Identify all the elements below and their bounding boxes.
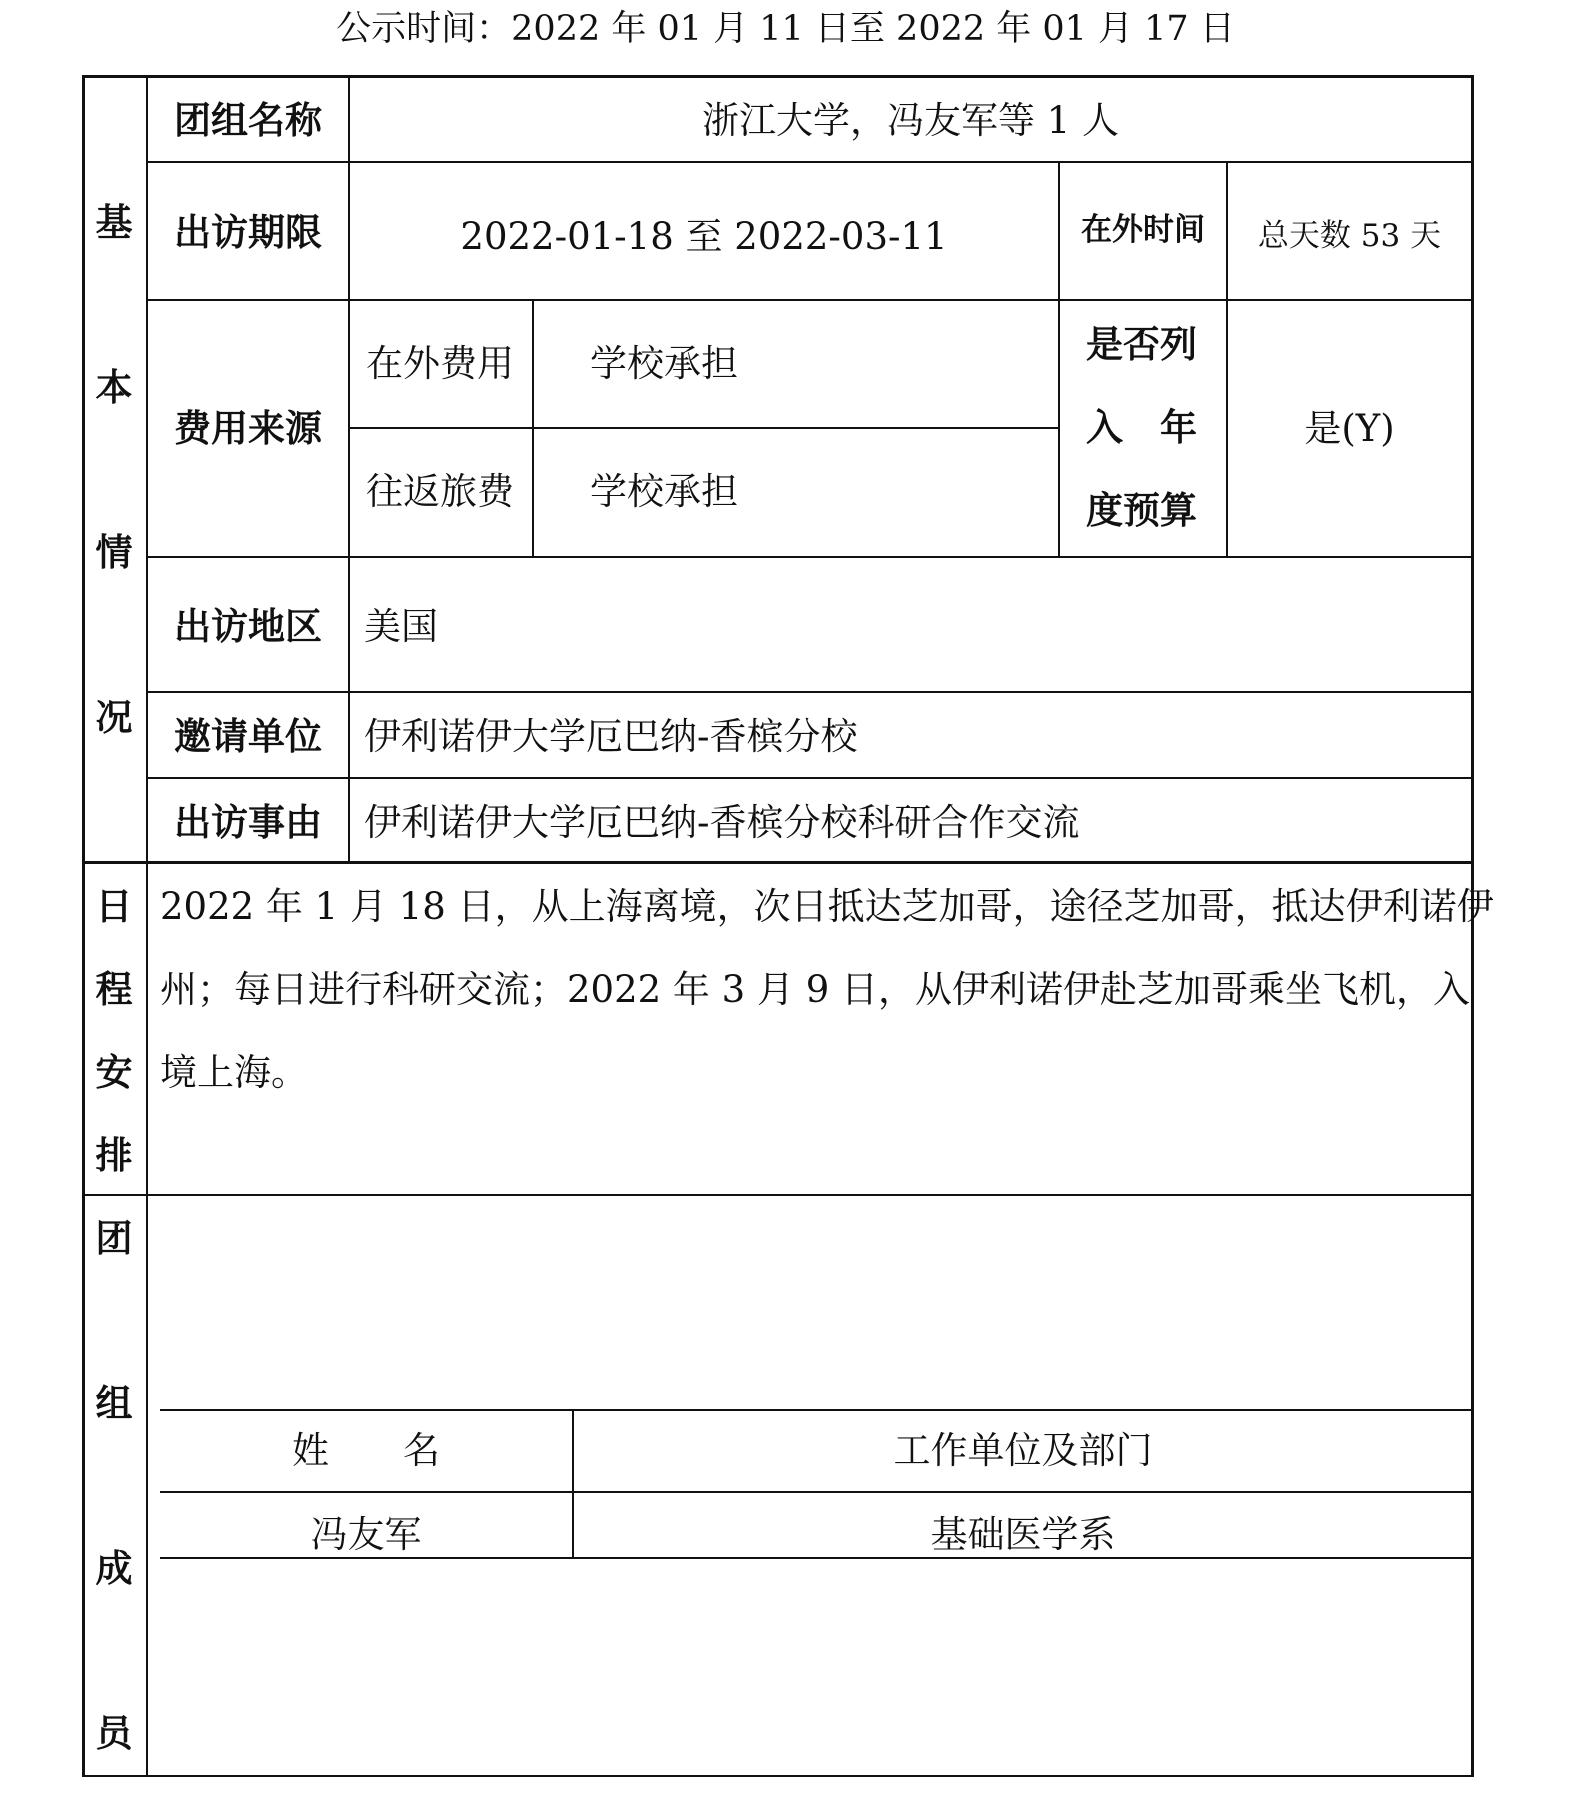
section-char: 安: [95, 1051, 133, 1094]
section-char: 况: [95, 696, 133, 739]
travel-cost-label: 往返旅费: [366, 470, 514, 513]
time-abroad-value: 总天数 53 天: [1257, 218, 1442, 254]
members-table-top: [160, 1409, 1472, 1411]
row-divider-2: [146, 299, 1474, 301]
time-abroad-label: 在外时间: [1081, 212, 1205, 248]
section-char: 本: [95, 366, 133, 409]
schedule-line: 州；每日进行科研交流；2022 年 3 月 9 日，从伊利诺伊赴芝加哥乘坐飞机，入: [160, 968, 1471, 1011]
row-divider-4: [146, 691, 1474, 693]
section-char: 基: [95, 201, 133, 244]
section-char: 程: [95, 968, 133, 1011]
budget-label-line: 是否列: [1086, 323, 1197, 366]
row-divider-3: [146, 556, 1474, 558]
table-border-left: [82, 75, 85, 1777]
abroad-cost-label: 在外费用: [366, 342, 514, 385]
inviter-value: 伊利诺伊大学厄巴纳-香槟分校: [364, 715, 858, 758]
funding-label: 费用来源: [174, 407, 322, 450]
members-section-divider: [82, 1194, 1474, 1196]
table-border-top: [82, 75, 1474, 78]
schedule-section-divider: [82, 861, 1474, 864]
schedule-line: 2022 年 1 月 18 日，从上海离境，次日抵达芝加哥，途径芝加哥，抵达伊利诺伊: [160, 885, 1494, 928]
section-char: 情: [95, 531, 133, 574]
abroad-cost-value: 学校承担: [590, 342, 738, 385]
section-char: 成: [95, 1547, 133, 1590]
section-char: 排: [95, 1134, 133, 1177]
travel-cost-value: 学校承担: [590, 470, 738, 513]
schedule-line: 境上海。: [160, 1051, 308, 1094]
members-dept-header: 工作单位及部门: [893, 1429, 1153, 1472]
region-label: 出访地区: [174, 605, 322, 648]
members-header-divider: [160, 1491, 1472, 1493]
visit-period-value: 2022-01-18 至 2022-03-11: [460, 215, 948, 258]
visit-period-label: 出访期限: [174, 211, 322, 254]
label-column-divider: [348, 75, 350, 863]
row-divider-5: [146, 777, 1474, 779]
region-value: 美国: [364, 605, 438, 648]
budget-value: 是(Y): [1304, 407, 1395, 450]
members-row-divider: [160, 1557, 1472, 1559]
purpose-label: 出访事由: [174, 801, 322, 844]
member-dept: 基础医学系: [930, 1513, 1116, 1556]
section-char: 日: [95, 885, 133, 928]
section-char: 团: [95, 1217, 133, 1260]
inviter-label: 邀请单位: [174, 715, 322, 758]
members-name-header: 姓 名: [292, 1429, 440, 1472]
budget-label-line: 入 年: [1086, 406, 1197, 449]
section-char: 员: [95, 1712, 133, 1755]
publish-time: 公示时间：2022 年 01 月 11 日至 2022 年 01 月 17 日: [336, 9, 1235, 49]
section-label-divider: [146, 75, 148, 1777]
group-name-label: 团组名称: [174, 99, 322, 142]
budget-label-line: 度预算: [1086, 489, 1197, 532]
table-border-bottom: [82, 1775, 1474, 1777]
cost-row-divider: [348, 427, 1059, 429]
group-name-value: 浙江大学，冯友军等 1 人: [701, 99, 1120, 142]
member-name: 冯友军: [310, 1513, 422, 1556]
row-divider-1: [146, 161, 1474, 163]
section-char: 组: [95, 1382, 133, 1425]
purpose-value: 伊利诺伊大学厄巴纳-香槟分校科研合作交流: [364, 801, 1080, 844]
